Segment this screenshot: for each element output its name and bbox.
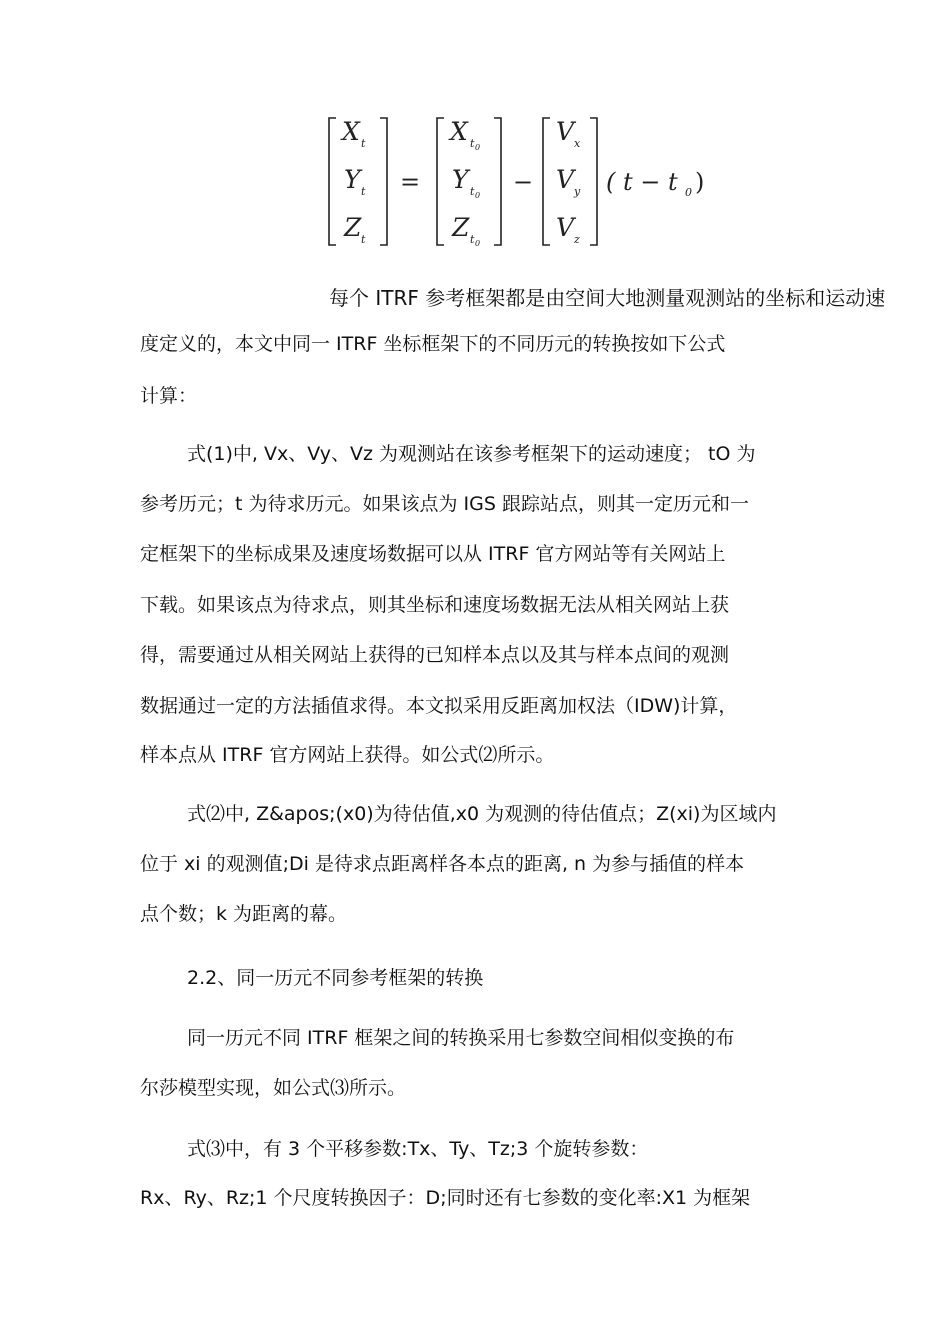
body-text-line: 点个数；k 为距离的幕。	[140, 903, 348, 925]
right-bracket	[380, 118, 387, 245]
body-text-line: 同一历元不同 ITRF 框架之间的转换采用七参数空间相似变换的布	[187, 1027, 735, 1049]
body-text-line: Rx、Ry、Rz;1 个尺度转换因子：D;同时还有七参数的变化率:X1 为框架	[140, 1187, 751, 1209]
equals-sign: =	[400, 168, 421, 196]
body-text-line: 度定义的，本文中同一 ITRF 坐标框架下的不同历元的转换按如下公式	[140, 333, 726, 355]
coordinate-epoch-formula	[318, 110, 718, 256]
body-text-line: 位于 xi 的观测值;Di 是待求点距离样各本点的距离, n 为参与插值的样本	[140, 853, 745, 875]
matrix-subscript: 0	[475, 143, 481, 152]
matrix-subscript: t	[470, 137, 475, 150]
body-text-line: 尔莎模型实现，如公式⑶所示。	[140, 1077, 407, 1099]
left-bracket	[437, 118, 444, 245]
body-text-line: 得，需要通过从相关网站上获得的已知样本点以及其与样本点间的观测	[140, 644, 730, 666]
time-factor: ( t − t	[606, 168, 678, 196]
body-text-line: 定框架下的坐标成果及速度场数据可以从 ITRF 官方网站等有关网站上	[140, 543, 726, 565]
matrix-subscript: t	[470, 185, 475, 198]
time-close-paren: )	[695, 168, 705, 196]
matrix-subscript: t	[361, 137, 366, 150]
matrix-subscript: z	[574, 233, 580, 246]
body-text-line: 计算：	[140, 385, 198, 407]
matrix-entry: V	[556, 165, 575, 194]
body-text-line: 下载。如果该点为待求点，则其坐标和速度场数据无法从相关网站上获	[140, 594, 730, 616]
body-text-line: 式(1)中, Vx、Vy、Vz 为观测站在该参考框架下的运动速度； tO 为	[187, 443, 756, 465]
right-bracket	[494, 118, 501, 245]
matrix-subscript: y	[574, 185, 581, 198]
matrix-subscript: t	[361, 233, 366, 246]
matrix-entry: Z	[452, 213, 470, 242]
body-text-line: 式⑶中，有 3 个平移参数:Tx、Ty、Tz;3 个旋转参数：	[187, 1138, 649, 1160]
matrix-entry: X	[342, 117, 360, 146]
matrix-entry: Y	[344, 165, 361, 194]
section-heading: 2.2、同一历元不同参考框架的转换	[187, 967, 484, 989]
matrix-entry: X	[450, 117, 468, 146]
minus-sign: −	[513, 168, 534, 196]
body-text-line: 数据通过一定的方法插值求得。本文拟采用反距离加权法（IDW)计算，	[140, 695, 738, 717]
matrix-entry: Z	[344, 213, 362, 242]
matrix-entry: V	[556, 213, 575, 242]
matrix-subscript: x	[574, 137, 581, 150]
matrix-entry: Y	[452, 165, 469, 194]
matrix-subscript: 0	[475, 239, 481, 248]
right-bracket	[590, 118, 597, 245]
body-text-line: 参考历元；t 为待求历元。如果该点为 IGS 跟踪站点，则其一定历元和一	[140, 493, 749, 515]
matrix-subscript: t	[361, 185, 366, 198]
matrix-entry: V	[556, 117, 575, 146]
body-text-line: 每个 ITRF 参考框架都是由空间大地测量观测站的坐标和运动速	[329, 286, 886, 310]
left-bracket	[543, 118, 550, 245]
body-text-line: 样本点从 ITRF 官方网站上获得。如公式⑵所示。	[140, 744, 555, 766]
time-subscript: 0	[685, 186, 692, 199]
left-bracket	[329, 118, 336, 245]
matrix-subscript: 0	[475, 191, 481, 200]
matrix-subscript: t	[470, 233, 475, 246]
body-text-line: 式⑵中, Z&apos;(x0)为待估值,x0 为观测的待估值点；Z(xi)为区域内	[187, 803, 777, 825]
